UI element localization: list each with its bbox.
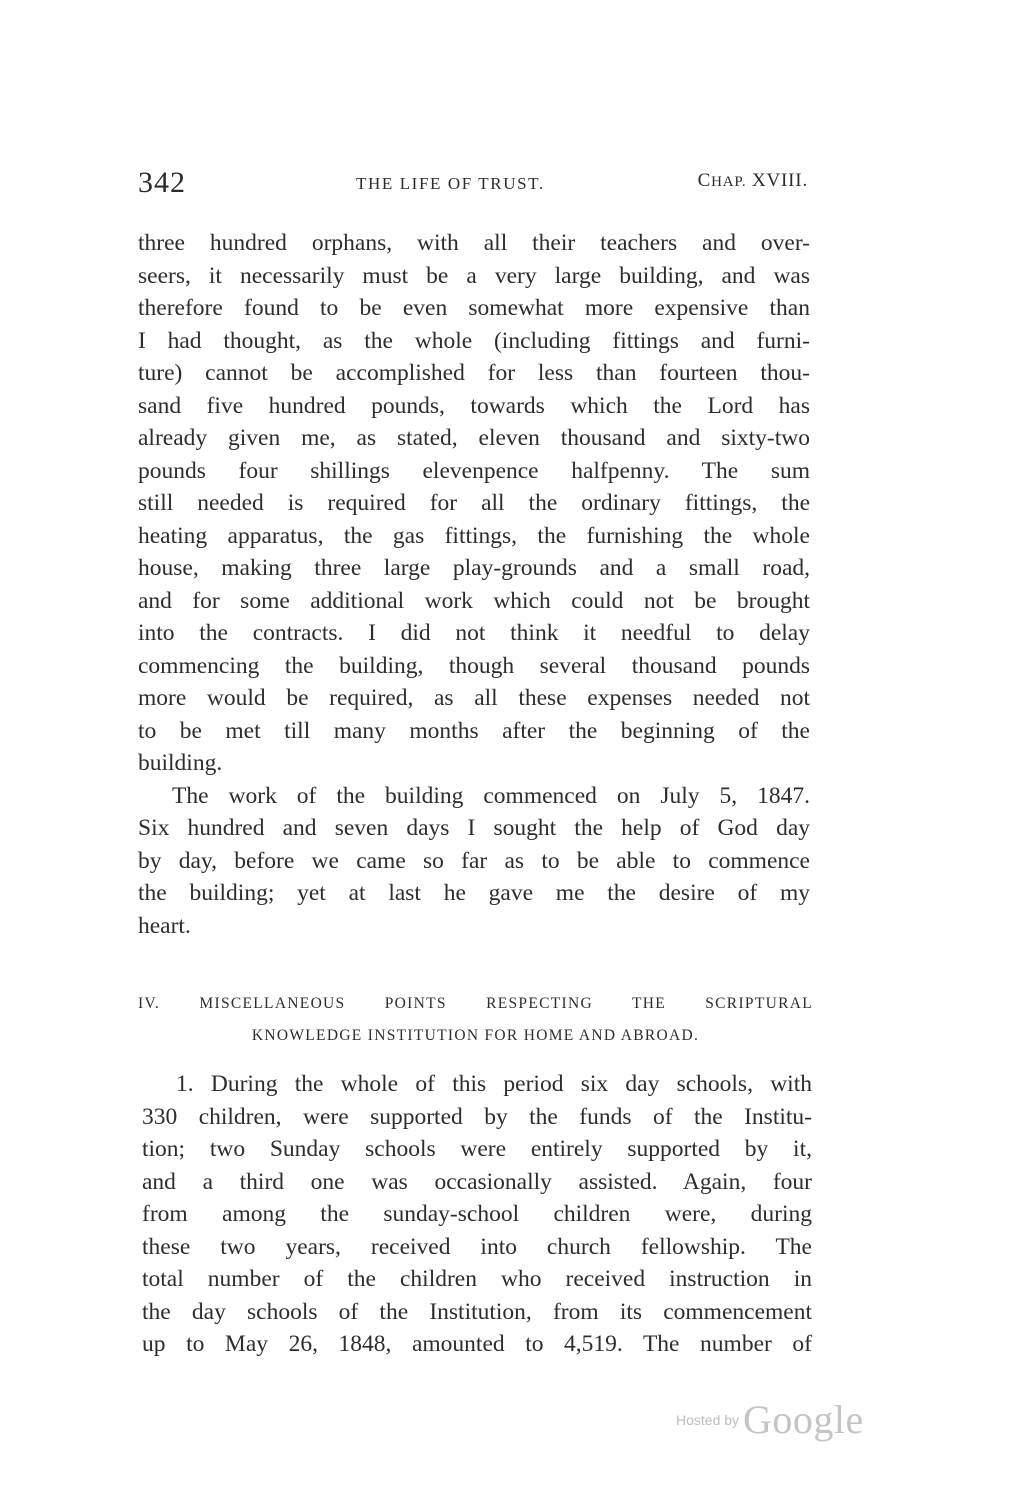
text-line: heating apparatus, the gas fittings, the furnishing the whole: [138, 522, 810, 549]
text-line: and for some additional work which could not be brought: [138, 587, 810, 614]
text-line: to be met till many months after the beginning of the: [138, 717, 810, 744]
chapter-prefix: C: [697, 170, 712, 191]
running-title: THE LIFE OF TRUST.: [356, 174, 545, 193]
text-line: the day schools of the Institution, from its commencement: [142, 1298, 812, 1325]
text-line: tion; two Sunday schools were entirely supported by it,: [142, 1136, 812, 1162]
text-line: house, making three large play-grounds and a small road,: [138, 555, 810, 581]
body-text-top: [138, 227, 810, 942]
text-line: pounds four shillings elevenpence halfpenny. The sum: [138, 457, 810, 484]
page-number: 342: [138, 166, 186, 199]
text-line: commencing the building, though several thousand pounds: [138, 652, 810, 679]
text-line: the building; yet at last he gave me the desire of my: [138, 880, 810, 906]
text-line: three hundred orphans, with all their teachers and over-: [138, 230, 810, 256]
text-line: therefore found to be even somewhat more expensive than: [138, 295, 810, 321]
text-line: from among the sunday-school children were, during: [142, 1201, 812, 1227]
google-logo-text: Google: [743, 1397, 864, 1442]
text-line: heart.: [138, 912, 191, 939]
text-line: seers, it necessarily must be a very large building, and was: [138, 262, 810, 289]
text-line: 330 children, were supported by the funds of the Institu-: [142, 1103, 812, 1130]
chapter-label: [698, 170, 808, 192]
text-line: more would be required, as all these expenses needed not: [138, 685, 810, 711]
page-header: [138, 166, 808, 206]
chapter-number: XVIII.: [752, 170, 808, 191]
text-line: these two years, received into church fellowship. The: [142, 1233, 812, 1260]
google-watermark: [676, 1396, 864, 1440]
text-line: already given me, as stated, eleven thousand and sixty-two: [138, 425, 810, 451]
text-line: by day, before we came so far as to be able to commence: [138, 847, 810, 874]
text-line: I had thought, as the whole (including fittings and furni-: [138, 327, 810, 354]
body-text-bottom: [142, 1068, 812, 1361]
text-line: 1. During the whole of this period six day schools, with: [176, 1071, 812, 1097]
section-heading-line: KNOWLEDGE INSTITUTION FOR HOME AND ABROAD.: [251, 1027, 700, 1044]
section-heading-line: IV. MISCELLANEOUS POINTS RESPECTING THE SCRIPTURAL: [138, 995, 813, 1012]
text-line: ture) cannot be accomplished for less than fourteen thou-: [138, 360, 810, 386]
chapter-small: HAP.: [711, 174, 747, 190]
text-line: total number of the children who received instruction in: [142, 1266, 812, 1292]
section-heading: [138, 988, 813, 1052]
text-line: The work of the building commenced on July 5, 1847.: [172, 782, 810, 809]
text-line: up to May 26, 1848, amounted to 4,519. The number of: [142, 1331, 812, 1357]
text-line: building.: [138, 750, 223, 776]
hosted-by-label: Hosted by: [676, 1412, 740, 1428]
text-line: sand five hundred pounds, towards which the Lord has: [138, 392, 810, 419]
text-line: still needed is required for all the ordinary fittings, the: [138, 490, 810, 516]
text-line: Six hundred and seven days I sought the help of God day: [138, 815, 810, 841]
text-line: into the contracts. I did not think it needful to delay: [138, 620, 810, 646]
text-line: and a third one was occasionally assisted. Again, four: [142, 1168, 812, 1195]
